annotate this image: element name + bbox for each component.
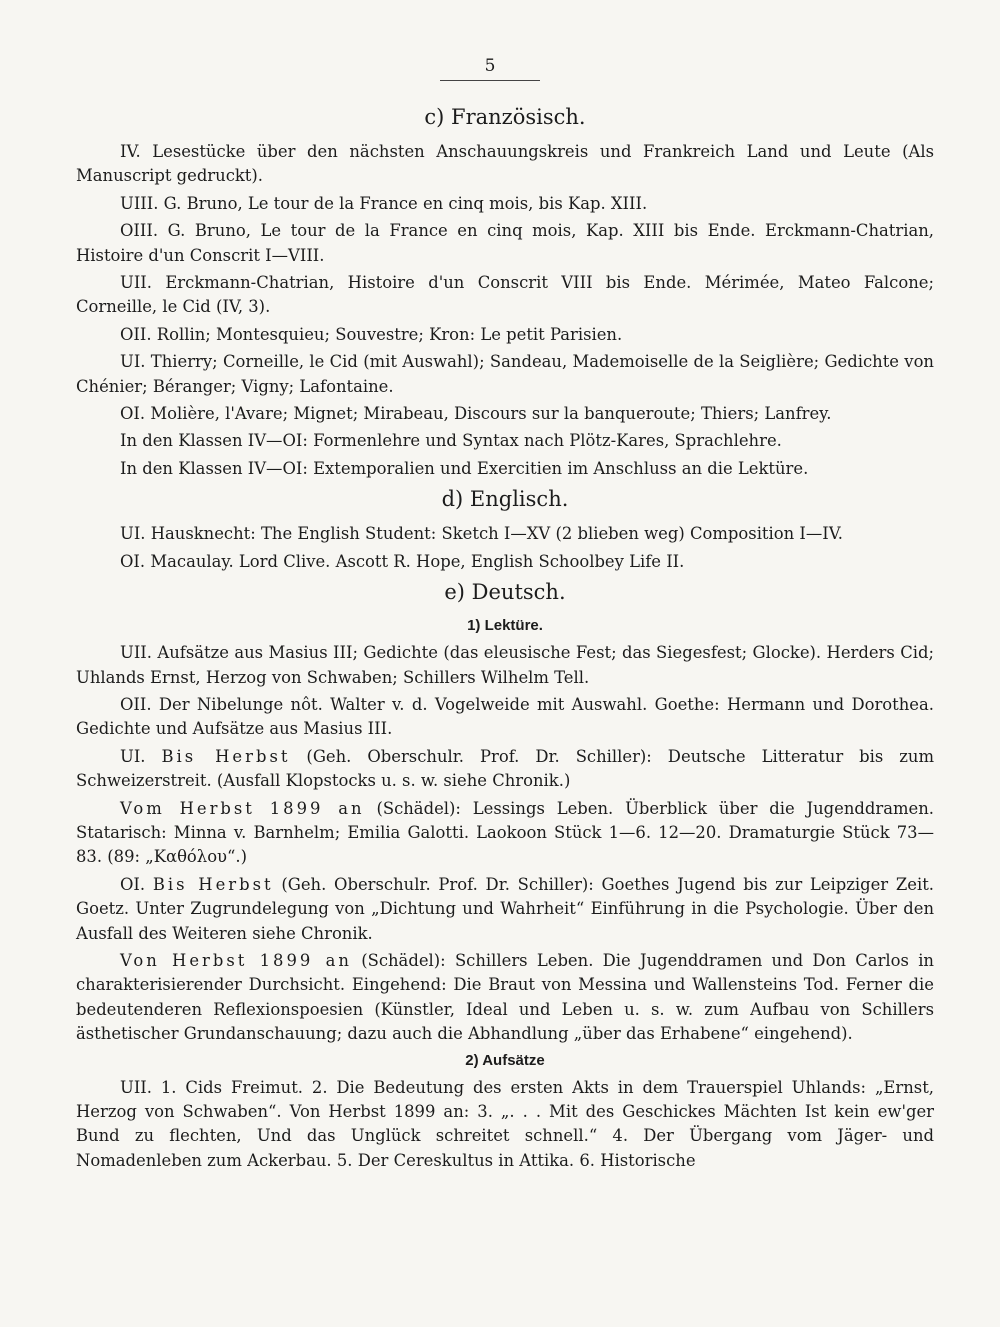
class-label: UI. bbox=[120, 746, 146, 766]
section-heading-deutsch: e) Deutsch. bbox=[444, 580, 566, 605]
section-heading-franzoesisch: c) Französisch. bbox=[424, 105, 586, 129]
section-englisch bbox=[76, 522, 934, 574]
paragraph: IV. Lesestücke über den nächsten Anschauungskreis und Frankreich Land und Leute (Als Manuscript gedruckt). bbox=[76, 142, 934, 186]
page-number: 5 bbox=[484, 56, 496, 76]
page-content bbox=[76, 100, 934, 1176]
paragraph: OI. Molière, l'Avare; Mignet; Mirabeau, Discours sur la banqueroute; Thiers; Lanfrey. bbox=[120, 404, 832, 424]
section-deutsch-aufsaetze bbox=[76, 1076, 934, 1174]
subheading-lektuere: 1) Lektüre. bbox=[467, 617, 543, 635]
paragraph: OI. Macaulay. Lord Clive. Ascott R. Hope, English Schoolbey Life II. bbox=[120, 551, 685, 571]
spaced-term: Von Herbst 1899 an bbox=[120, 950, 352, 970]
page-number-rule bbox=[440, 80, 540, 81]
paragraph: OII. Rollin; Montesquieu; Souvestre; Kron: Le petit Parisien. bbox=[120, 324, 623, 344]
paragraph-text: (Geh. Oberschulr. Prof. Dr. Schiller): Goethes Jugend bis zur Leipziger Zeit. Goetz. Unter Zugrundelegung von „Dichtung und Wahrheit“ Einführung in die Psychologie. Über den Ausfall des Weiteren siehe Chronik. bbox=[76, 874, 934, 943]
paragraph: UII. 1. Cids Freimut. 2. Die Bedeutung des ersten Akts in dem Trauerspiel Uhlands: „Ernst, Herzog von Schwaben“. Von Herbst 1899 an: 3. „. . . Mit des Geschickes Mächten Ist kein ew'ger Bund zu flechten, Und das Unglück schreitet schnell.“ 4. Der Übergang vom Jäger- und Nomadenleben zum Ackerbau. 5. Der Cereskultus in Attika. 6. Historische bbox=[76, 1077, 934, 1170]
paragraph: In den Klassen IV—OI: Extemporalien und Exercitien im Anschluss an die Lektüre. bbox=[120, 458, 809, 478]
section-deutsch-lektuere bbox=[76, 641, 934, 1047]
paragraph bbox=[76, 949, 934, 1047]
subheading-aufsaetze: 2) Aufsätze bbox=[465, 1051, 545, 1069]
paragraph: UII. Aufsätze aus Masius III; Gedichte (das eleusische Fest; das Siegesfest; Glocke). Herders Cid; Uhlands Ernst, Herzog von Schwaben; Schillers Wilhelm Tell. bbox=[76, 643, 934, 687]
paragraph: UI. Thierry; Corneille, le Cid (mit Auswahl); Sandeau, Mademoiselle de la Seiglière; Gedichte von Chénier; Béranger; Vigny; Lafontaine. bbox=[76, 352, 934, 396]
paragraph-text: (Schädel): Schillers Leben. Die Jugenddramen und Don Carlos in charakterisierender Durchsicht. Eingehend: Die Braut von Messina und Wallensteins Tod. Ferner die bedeutenderen Reflexionspoesien (Künstler, Ideal und Leben u. s. w. zum Aufbau von Schillers ästhetischer Grundanschauung; dazu auch die Abhandlung „über das Erhabene“ eingehend). bbox=[76, 950, 934, 1044]
paragraph-text: (Schädel): Lessings Leben. Überblick über die Jugenddramen. Statarisch: Minna v. Barnhelm; Emilia Galotti. Laokoon Stück 1—6. 12—20. Dramaturgie Stück 73—83. (89: „Καθόλου“.) bbox=[76, 798, 935, 867]
class-label: OI. bbox=[120, 874, 146, 894]
paragraph: OII. Der Nibelunge nôt. Walter v. d. Vogelweide mit Auswahl. Goethe: Hermann und Dorothea. Gedichte und Aufsätze aus Masius III. bbox=[76, 694, 934, 739]
paragraph bbox=[76, 873, 934, 946]
spaced-term: Vom Herbst 1899 an bbox=[120, 798, 365, 818]
spaced-term: Bis Herbst bbox=[152, 874, 274, 894]
paragraph: UII. Erckmann-Chatrian, Histoire d'un Conscrit VIII bis Ende. Mérimée, Mateo Falcone; Corneille, le Cid (IV, 3). bbox=[76, 273, 934, 317]
paragraph: UIII. G. Bruno, Le tour de la France en cinq mois, bis Kap. XIII. bbox=[120, 193, 648, 213]
spaced-term: Bis Herbst bbox=[161, 746, 291, 766]
paragraph: OIII. G. Bruno, Le tour de la France en cinq mois, Kap. XIII bis Ende. Erckmann-Chatrian, Histoire d'un Conscrit I—VIII. bbox=[76, 221, 934, 265]
paragraph bbox=[76, 745, 934, 794]
paragraph: In den Klassen IV—OI: Formenlehre und Syntax nach Plötz-Kares, Sprachlehre. bbox=[120, 431, 782, 451]
paragraph bbox=[76, 797, 934, 870]
paragraph-text: (Geh. Oberschulr. Prof. Dr. Schiller): Deutsche Litteratur bis zum Schweizerstreit. (Ausfall Klopstocks u. s. w. siehe Chronik.) bbox=[76, 746, 934, 791]
paragraph: UI. Hausknecht: The English Student: Sketch I—XV (2 blieben weg) Composition I—IV. bbox=[120, 524, 843, 544]
section-heading-englisch: d) Englisch. bbox=[441, 487, 569, 512]
section-franzoesisch bbox=[76, 140, 934, 481]
